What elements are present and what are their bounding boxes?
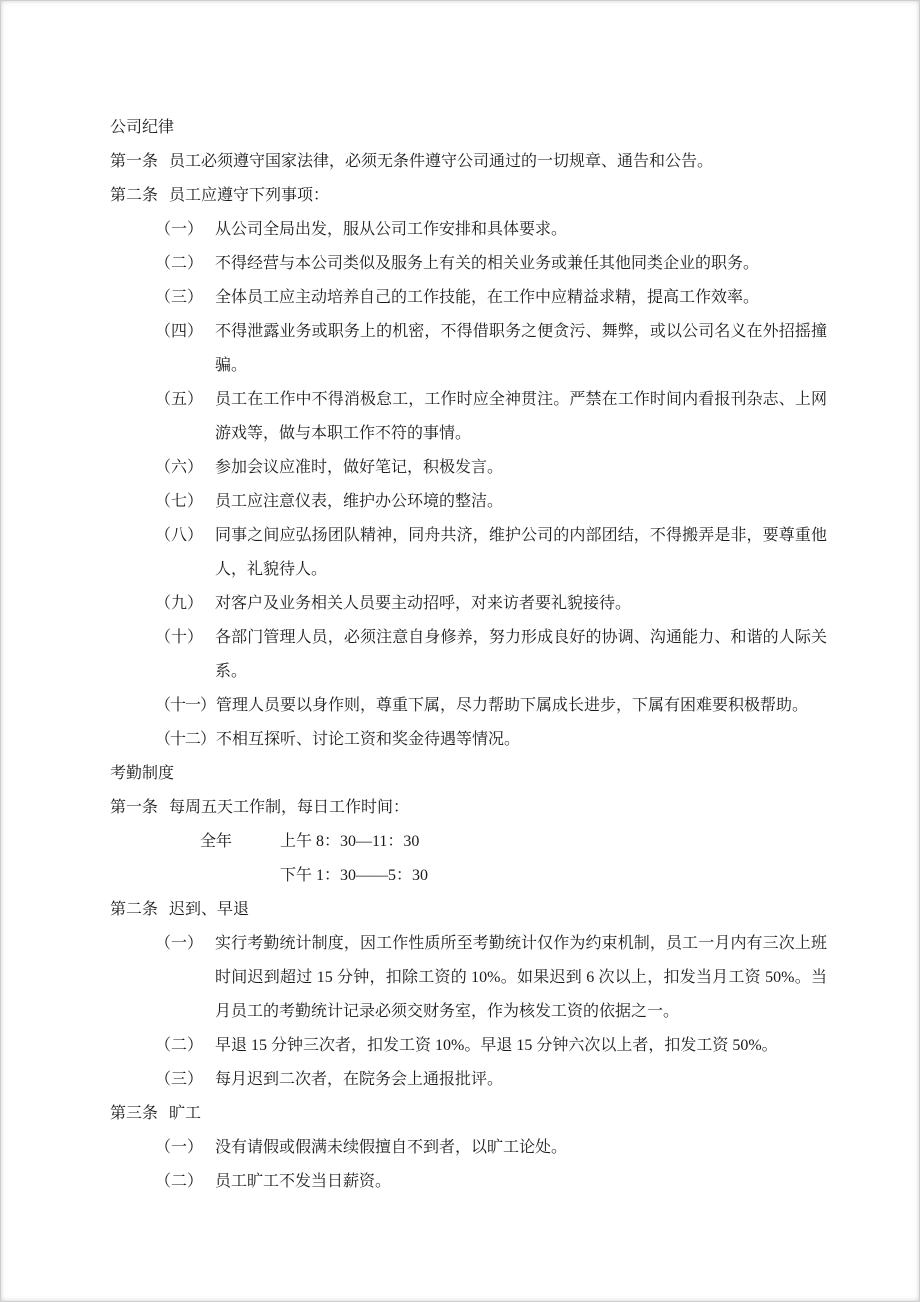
article-row <box>110 179 827 213</box>
section-heading <box>110 757 827 791</box>
item-number: （十一） <box>155 697 216 714</box>
article-row <box>110 145 827 179</box>
list-item <box>110 927 827 1029</box>
list-item <box>110 1165 827 1199</box>
article-text: 迟到、早退 <box>169 901 250 918</box>
list-item <box>110 1131 827 1165</box>
item-text: 从公司全局出发，服从公司工作安排和具体要求。 <box>215 221 568 238</box>
list-item <box>110 1063 827 1097</box>
item-number: （十二） <box>155 731 216 748</box>
list-item <box>110 1029 827 1063</box>
item-text: 员工应注意仪表，维护办公环境的整洁。 <box>215 493 504 510</box>
heading-text: 公司纪律 <box>110 119 175 136</box>
schedule-label <box>200 859 280 893</box>
article-row <box>110 1097 827 1131</box>
schedule-text: 下午 1：30——5：30 <box>280 867 429 884</box>
item-number: （七） <box>155 493 204 510</box>
item-text: 没有请假或假满未续假擅自不到者，以旷工论处。 <box>215 1139 568 1156</box>
list-item <box>110 587 827 621</box>
article-text: 员工应遵守下列事项： <box>169 187 330 204</box>
article-row <box>110 791 827 825</box>
article-label: 第一条 <box>110 153 159 170</box>
item-number: （一） <box>155 221 204 238</box>
article-text: 旷工 <box>169 1105 202 1122</box>
section-heading <box>110 111 827 145</box>
item-text: 早退 15 分钟三次者，扣发工资 10%。早退 15 分钟六次以上者，扣发工资 50%。 <box>215 1037 778 1054</box>
item-text: 不相互探听、讨论工资和奖金待遇等情况。 <box>216 731 521 748</box>
article-text: 每周五天工作制，每日工作时间： <box>169 799 410 816</box>
item-text: 每月迟到二次者，在院务会上通报批评。 <box>215 1071 504 1088</box>
item-number: （八） <box>155 527 204 544</box>
item-number: （四） <box>155 323 204 340</box>
schedule-text: 上午 8：30—11：30 <box>280 833 420 850</box>
list-item <box>110 485 827 519</box>
item-text: 实行考勤统计制度，因工作性质所至考勤统计仅作为约束机制，员工一月内有三次上班时间迟到超过 15 分钟，扣除工资的 10%。如果迟到 6 次以上，扣发当月工资 50%。当月员工的考勤统计记录必须交财务室，作为核发工资的依据之一。 <box>215 935 827 1020</box>
list-item <box>110 451 827 485</box>
article-label: 第三条 <box>110 1105 159 1122</box>
item-text: 员工旷工不发当日薪资。 <box>215 1173 392 1190</box>
item-text: 管理人员要以身作则，尊重下属，尽力帮助下属成长进步，下属有困难要积极帮助。 <box>216 697 809 714</box>
item-number: （三） <box>155 1071 204 1088</box>
item-number: （十） <box>155 629 204 646</box>
item-number: （一） <box>155 1139 204 1156</box>
article-text: 员工必须遵守国家法律，必须无条件遵守公司通过的一切规章、通告和公告。 <box>169 153 714 170</box>
article-label: 第二条 <box>110 187 159 204</box>
item-text: 参加会议应准时，做好笔记，积极发言。 <box>215 459 504 476</box>
list-item <box>110 281 827 315</box>
article-label: 第二条 <box>110 901 159 918</box>
list-item <box>110 315 827 383</box>
item-text: 全体员工应主动培养自己的工作技能，在工作中应精益求精，提高工作效率。 <box>215 289 760 306</box>
item-number: （二） <box>155 1037 204 1054</box>
list-item <box>110 689 827 723</box>
item-text: 对客户及业务相关人员要主动招呼，对来访者要礼貌接待。 <box>215 595 632 612</box>
item-text: 不得经营与本公司类似及服务上有关的相关业务或兼任其他同类企业的职务。 <box>215 255 760 272</box>
heading-text: 考勤制度 <box>110 765 175 782</box>
item-number: （一） <box>155 935 204 952</box>
item-text: 不得泄露业务或职务上的机密，不得借职务之便贪污、舞弊，或以公司名义在外招摇撞骗。 <box>215 323 827 374</box>
list-item <box>110 213 827 247</box>
list-item <box>110 519 827 587</box>
item-number: （六） <box>155 459 204 476</box>
item-text: 同事之间应弘扬团队精神，同舟共济，维护公司的内部团结，不得搬弄是非，要尊重他人，礼貌待人。 <box>215 527 827 578</box>
item-number: （二） <box>155 1173 204 1190</box>
item-number: （三） <box>155 289 204 306</box>
schedule-label: 全年 <box>200 833 233 850</box>
item-text: 员工在工作中不得消极怠工，工作时应全神贯注。严禁在工作时间内看报刊杂志、上网游戏等，做与本职工作不符的事情。 <box>215 391 827 442</box>
item-text: 各部门管理人员，必须注意自身修养，努力形成良好的协调、沟通能力、和谐的人际关系。 <box>215 629 827 680</box>
list-item <box>110 383 827 451</box>
item-number: （二） <box>155 255 204 272</box>
schedule-row <box>110 825 827 859</box>
document-body <box>110 111 827 1199</box>
schedule-row <box>110 859 827 893</box>
list-item <box>110 723 827 757</box>
article-label: 第一条 <box>110 799 159 816</box>
list-item <box>110 247 827 281</box>
item-number: （五） <box>155 391 204 408</box>
list-item <box>110 621 827 689</box>
item-number: （九） <box>155 595 204 612</box>
article-row <box>110 893 827 927</box>
